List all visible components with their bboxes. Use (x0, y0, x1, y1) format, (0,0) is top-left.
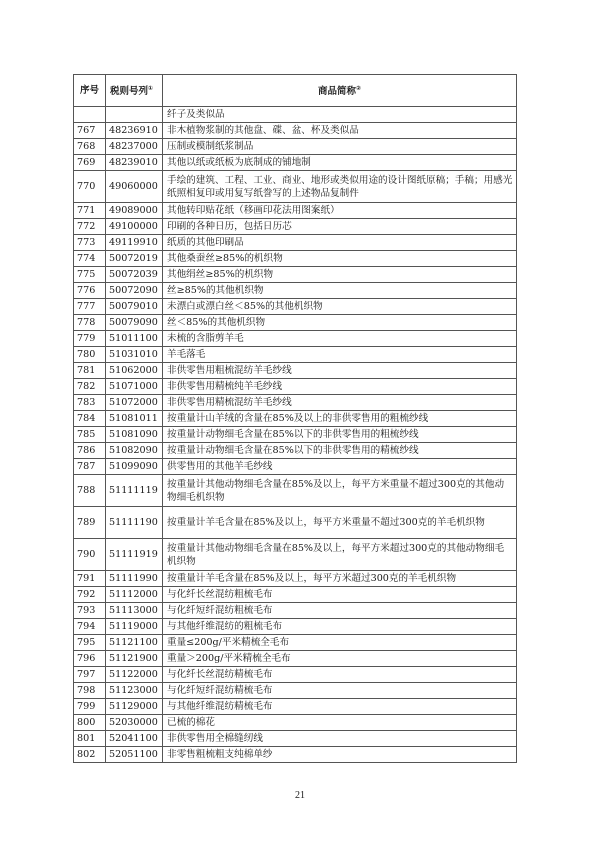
row-description: 按重量计山羊绒的含量在85%及以上的非供零售用的粗梳纱线 (163, 411, 517, 427)
table-row (74, 603, 517, 619)
row-tariff-code: 51113000 (106, 603, 163, 619)
header-seq: 序号 (74, 75, 106, 107)
row-tariff-code: 49119910 (106, 235, 163, 251)
row-seq: 800 (74, 715, 106, 731)
table-row (74, 107, 517, 123)
row-seq: 773 (74, 235, 106, 251)
table-row (74, 139, 517, 155)
row-seq: 802 (74, 747, 106, 763)
table-row (74, 459, 517, 475)
row-tariff-code: 49089000 (106, 203, 163, 219)
row-tariff-code: 51031010 (106, 347, 163, 363)
row-description: 重量＞200g/平米精梳全毛布 (163, 651, 517, 667)
row-seq: 783 (74, 395, 106, 411)
row-tariff-code: 51111919 (106, 539, 163, 571)
row-description: 按重量计动物细毛含量在85%以下的非供零售用的精梳纱线 (163, 443, 517, 459)
row-seq: 793 (74, 603, 106, 619)
row-tariff-code: 51123000 (106, 683, 163, 699)
row-seq: 791 (74, 571, 106, 587)
page-number: 21 (295, 790, 305, 801)
row-seq: 790 (74, 539, 106, 571)
row-seq: 787 (74, 459, 106, 475)
table-row (74, 171, 517, 203)
table-row (74, 587, 517, 603)
table-row (74, 363, 517, 379)
table-row (74, 635, 517, 651)
row-tariff-code: 52030000 (106, 715, 163, 731)
row-seq: 767 (74, 123, 106, 139)
row-description: 与化纤长丝混纺精梳毛布 (163, 667, 517, 683)
table-row (74, 219, 517, 235)
row-seq: 780 (74, 347, 106, 363)
row-seq: 798 (74, 683, 106, 699)
row-tariff-code: 51122000 (106, 667, 163, 683)
row-tariff-code: 51071000 (106, 379, 163, 395)
row-seq: 770 (74, 171, 106, 203)
row-description: 纸质的其他印刷品 (163, 235, 517, 251)
row-description: 非供零售用精梳混纺羊毛纱线 (163, 395, 517, 411)
row-description: 其他以纸或纸板为底制成的铺地制 (163, 155, 517, 171)
row-tariff-code: 52051100 (106, 747, 163, 763)
row-seq: 788 (74, 475, 106, 507)
row-description: 重量≤200g/平米精梳全毛布 (163, 635, 517, 651)
row-description: 其他绢丝≥85%的机织物 (163, 267, 517, 283)
row-description: 与化纤长丝混纺粗梳毛布 (163, 587, 517, 603)
row-tariff-code: 51111990 (106, 571, 163, 587)
tariff-table (73, 74, 517, 763)
table-row (74, 411, 517, 427)
row-seq: 771 (74, 203, 106, 219)
table-row (74, 619, 517, 635)
row-tariff-code: 51129000 (106, 699, 163, 715)
row-description: 丝≥85%的其他机织物 (163, 283, 517, 299)
row-description: 与化纤短纤混纺精梳毛布 (163, 683, 517, 699)
table-row (74, 539, 517, 571)
table-row (74, 347, 517, 363)
row-tariff-code: 49060000 (106, 171, 163, 203)
row-description: 非供零售用精梳纯羊毛纱线 (163, 379, 517, 395)
row-description: 印刷的各种日历，包括日历芯 (163, 219, 517, 235)
table-row (74, 651, 517, 667)
row-seq: 786 (74, 443, 106, 459)
row-seq: 796 (74, 651, 106, 667)
row-seq: 799 (74, 699, 106, 715)
row-seq: 775 (74, 267, 106, 283)
row-description: 其他转印贴花纸（移画印花法用图案纸） (163, 203, 517, 219)
table-row (74, 123, 517, 139)
row-seq: 789 (74, 507, 106, 539)
header-product-name: 商品简称② (163, 75, 517, 107)
footnote-marker: ② (355, 85, 362, 93)
row-tariff-code: 51119000 (106, 619, 163, 635)
row-tariff-code: 49100000 (106, 219, 163, 235)
table-row (74, 379, 517, 395)
row-tariff-code: 51111119 (106, 475, 163, 507)
table-row (74, 155, 517, 171)
row-seq (74, 107, 106, 123)
row-seq: 774 (74, 251, 106, 267)
row-description: 压制或模制纸浆制品 (163, 139, 517, 155)
row-description: 纤子及类似品 (163, 107, 517, 123)
table-row (74, 683, 517, 699)
row-tariff-code: 50072019 (106, 251, 163, 267)
row-description: 按重量计其他动物细毛含量在85%及以上，每平方米重量不超过300克的其他动物细毛机织物 (163, 475, 517, 507)
table-row (74, 475, 517, 507)
row-tariff-code: 51062000 (106, 363, 163, 379)
row-seq: 782 (74, 379, 106, 395)
row-tariff-code: 51111190 (106, 507, 163, 539)
row-tariff-code: 48236910 (106, 123, 163, 139)
row-seq: 797 (74, 667, 106, 683)
table-row (74, 315, 517, 331)
row-tariff-code: 48237000 (106, 139, 163, 155)
table-row (74, 731, 517, 747)
row-seq: 769 (74, 155, 106, 171)
table-body (74, 107, 517, 763)
row-description: 非供零售用粗梳混纺羊毛纱线 (163, 363, 517, 379)
row-tariff-code: 50072039 (106, 267, 163, 283)
row-tariff-code: 51121900 (106, 651, 163, 667)
row-tariff-code: 51072000 (106, 395, 163, 411)
row-description: 手绘的建筑、工程、工业、商业、地形或类似用途的设计图纸原稿；手稿；用感光纸照相复印或用复写纸誊写的上述物品复制件 (163, 171, 517, 203)
table-row (74, 203, 517, 219)
row-seq: 781 (74, 363, 106, 379)
row-tariff-code: 51081011 (106, 411, 163, 427)
table-row (74, 699, 517, 715)
row-seq: 768 (74, 139, 106, 155)
table-row (74, 299, 517, 315)
row-seq: 794 (74, 619, 106, 635)
table-row (74, 747, 517, 763)
row-description: 按重量计动物细毛含量在85%以下的非供零售用的粗梳纱线 (163, 427, 517, 443)
table-row (74, 395, 517, 411)
table-row (74, 667, 517, 683)
row-description: 未梳的含脂剪羊毛 (163, 331, 517, 347)
row-seq: 795 (74, 635, 106, 651)
row-seq: 801 (74, 731, 106, 747)
row-description: 与化纤短纤混纺粗梳毛布 (163, 603, 517, 619)
table-row (74, 571, 517, 587)
row-tariff-code (106, 107, 163, 123)
table-row (74, 235, 517, 251)
row-description: 非零售粗梳粗支纯棉单纱 (163, 747, 517, 763)
table-row (74, 331, 517, 347)
row-description: 与其他纤维混纺的粗梳毛布 (163, 619, 517, 635)
row-description: 羊毛落毛 (163, 347, 517, 363)
row-seq: 792 (74, 587, 106, 603)
row-tariff-code: 50079010 (106, 299, 163, 315)
row-tariff-code: 51081090 (106, 427, 163, 443)
row-description: 供零售用的其他羊毛纱线 (163, 459, 517, 475)
row-tariff-code: 51112000 (106, 587, 163, 603)
row-description: 丝＜85%的其他机织物 (163, 315, 517, 331)
row-description: 按重量计其他动物细毛含量在85%及以上，每平方米超过300克的其他动物细毛机织物 (163, 539, 517, 571)
row-seq: 777 (74, 299, 106, 315)
table-row (74, 427, 517, 443)
row-description: 按重量计羊毛含量在85%及以上，每平方米重量不超过300克的羊毛机织物 (163, 507, 517, 539)
header-tariff-code: 税则号列① (106, 75, 163, 107)
row-description: 未漂白或漂白丝＜85%的其他机织物 (163, 299, 517, 315)
row-description: 其他桑蚕丝≥85%的机织物 (163, 251, 517, 267)
table-row (74, 251, 517, 267)
row-tariff-code: 51121100 (106, 635, 163, 651)
row-description: 已梳的棉花 (163, 715, 517, 731)
row-seq: 776 (74, 283, 106, 299)
table-row (74, 715, 517, 731)
row-seq: 778 (74, 315, 106, 331)
table-row (74, 443, 517, 459)
row-tariff-code: 50079090 (106, 315, 163, 331)
row-description: 非木植物浆制的其他盘、碟、盆、杯及类似品 (163, 123, 517, 139)
table-row (74, 267, 517, 283)
row-tariff-code: 52041100 (106, 731, 163, 747)
row-tariff-code: 48239010 (106, 155, 163, 171)
row-seq: 772 (74, 219, 106, 235)
row-seq: 779 (74, 331, 106, 347)
table-header-row (74, 75, 517, 107)
row-description: 与其他纤维混纺精梳毛布 (163, 699, 517, 715)
table-row (74, 283, 517, 299)
row-tariff-code: 50072090 (106, 283, 163, 299)
row-description: 非供零售用全棉缝纫线 (163, 731, 517, 747)
footnote-marker: ① (148, 85, 154, 93)
table-row (74, 507, 517, 539)
row-description: 按重量计羊毛含量在85%及以上，每平方米超过300克的羊毛机织物 (163, 571, 517, 587)
row-seq: 784 (74, 411, 106, 427)
row-tariff-code: 51011100 (106, 331, 163, 347)
row-seq: 785 (74, 427, 106, 443)
row-tariff-code: 51082090 (106, 443, 163, 459)
row-tariff-code: 51099090 (106, 459, 163, 475)
